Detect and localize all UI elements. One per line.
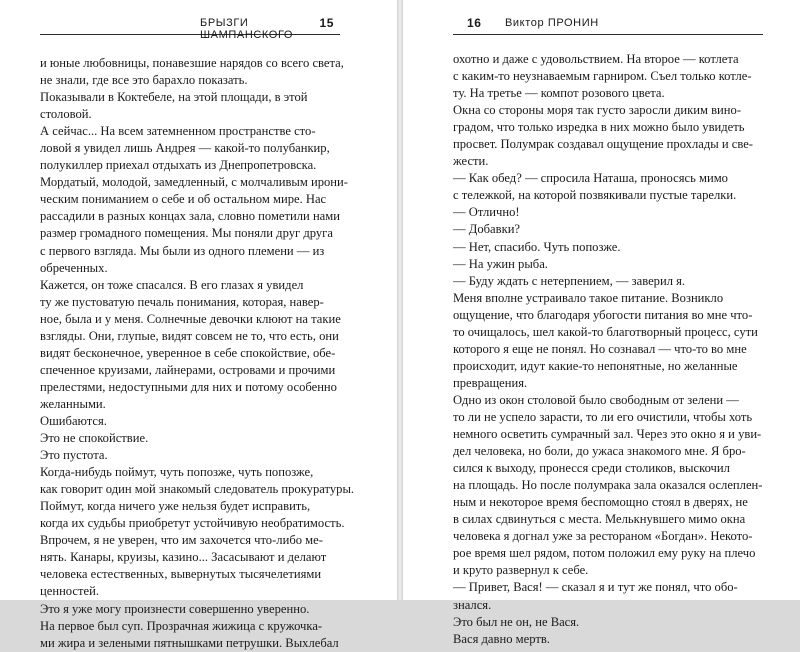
- text-line: ческим пониманием о себе и об остальном мире. Нас: [40, 192, 327, 207]
- text-line: не знали, где все это барахло показать.: [40, 73, 248, 88]
- text-line: ощущение, что благодаря убогости питания во мне что-: [453, 307, 753, 322]
- text-line: ми жира и зелеными пятнышками петрушки. Выхлебал: [40, 635, 339, 650]
- text-line: Ошибаются.: [40, 413, 107, 428]
- text-line: — Отлично!: [453, 205, 520, 220]
- right-page-header: [453, 14, 763, 35]
- text-line: размер громадного помещения. Мы поняли друг друга: [40, 226, 333, 241]
- text-line: Впрочем, я не уверен, что им захочется что-либо ме-: [40, 533, 323, 548]
- text-line: — Нет, спасибо. Чуть попозже.: [453, 239, 621, 254]
- left-page-header: [40, 14, 340, 41]
- text-line: нять. Канары, круизы, казино... Засасывают и делают: [40, 550, 327, 565]
- text-line: превращения.: [453, 375, 528, 390]
- text-line: спеченное круизами, лайнерами, островами и прочими: [40, 362, 336, 377]
- text-line: просвет. Полумрак создавал ощущение прохлады и све-: [453, 137, 753, 152]
- text-line: прелестями, недоступными для них и потому особенно: [40, 379, 337, 394]
- text-line: Вася давно мертв.: [453, 631, 550, 646]
- right-page-text: [453, 51, 763, 648]
- text-line: Это пустота.: [40, 448, 108, 463]
- text-line: — Буду ждать с нетерпением, — заверил я.: [453, 273, 686, 288]
- text-line: происходит, идут какие-то непонятные, но желанные: [453, 358, 738, 373]
- text-line: немного осветить сумрачный зал. Через это окно я и уви-: [453, 427, 762, 442]
- text-line: Одно из окон столовой было свободным от зелени —: [453, 392, 739, 407]
- text-line: Когда-нибудь поймут, чуть попозже, чуть попозже,: [40, 465, 314, 480]
- text-line: и юные любовницы, понавезшие нарядов со всего света,: [40, 56, 344, 70]
- text-line: Мордатый, молодой, замедленный, с молчаливым ирони-: [40, 175, 348, 190]
- left-page-text: [40, 55, 355, 652]
- text-line: рое время шел рядом, потом положил ему руку на плечо: [453, 546, 756, 561]
- text-line: охотно и даже с удовольствием. На второе — котлета: [453, 52, 739, 66]
- text-line: ценностей.: [40, 584, 99, 599]
- text-line: взгляды. Они, глупые, видят совсем не то, что есть, они: [40, 328, 339, 343]
- page-number-right: 16: [467, 16, 482, 30]
- text-line: На первое был суп. Прозрачная жижица с кружочка-: [40, 618, 323, 633]
- right-page: [403, 0, 800, 646]
- text-line: то ли не успело зарасти, то ли его очистили, чтобы хоть: [453, 409, 753, 424]
- text-line: ловой я увидел лишь Андрея — какой-то полубанкир,: [40, 141, 330, 156]
- text-line: знался.: [453, 597, 492, 612]
- text-line: ным и некоторое время беспомощно стоял в дверях, не: [453, 495, 748, 510]
- text-line: ту. На третье — компот розового цвета.: [453, 86, 665, 101]
- text-line: — На ужин рыба.: [453, 256, 548, 271]
- text-line: — Привет, Вася! — сказал я и тут же понял, что обо-: [453, 580, 738, 595]
- text-line: желанными.: [40, 396, 106, 411]
- text-line: — Как обед? — спросила Наташа, проносясь мимо: [453, 171, 728, 186]
- left-page: [0, 0, 397, 650]
- text-line: то очищалось, шел какой-то благотворный процесс, сути: [453, 324, 758, 339]
- text-line: жести.: [453, 154, 489, 169]
- text-line: Показывали в Коктебеле, на этой площади, в этой: [40, 90, 308, 105]
- text-line: Окна со стороны моря так густо заросли диким вино-: [453, 103, 742, 118]
- text-line: человека я догнал уже за рестораном «Богдан». Некото-: [453, 529, 753, 544]
- text-line: Это не спокойствие.: [40, 431, 149, 446]
- text-line: как говорит один мой знакомый следователь прокуратуры.: [40, 482, 355, 497]
- text-line: и круто развернул к себе.: [453, 563, 589, 578]
- text-line: градом, что только изредка в них можно было увидеть: [453, 120, 745, 135]
- text-line: с первого взгляда. Мы были из одного племени — из: [40, 243, 325, 258]
- text-line: Меня вполне устраивало такое питание. Возникло: [453, 290, 724, 305]
- text-line: ное, была и у меня. Солнечные девочки клюют на такие: [40, 311, 341, 326]
- text-line: Это был не он, не Вася.: [453, 614, 580, 629]
- text-line: которого я еще не понял. Но сознавал — что-то во мне: [453, 341, 747, 356]
- text-line: Кажется, он тоже спасался. В его глазах я увидел: [40, 277, 304, 292]
- text-line: ту же пустоватую печаль понимания, которая, навер-: [40, 294, 324, 309]
- text-line: на площадь. Но после полумрака зала оказался ослеплен-: [453, 478, 763, 493]
- text-line: — Добавки?: [453, 222, 521, 237]
- text-line: обреченных.: [40, 260, 108, 275]
- text-line: Поймут, когда ничего уже нельзя будет исправить,: [40, 499, 311, 514]
- text-line: с тележкой, на которой позвякивали пустые тарелки.: [453, 188, 737, 203]
- text-line: столовой.: [40, 107, 92, 122]
- text-line: рассадили в разных концах зала, словно пометили нами: [40, 209, 340, 224]
- text-line: с каким-то неузнаваемым гарниром. Съел только котле-: [453, 69, 752, 84]
- text-line: полукиллер приехал отдыхать из Днепропетровска.: [40, 158, 317, 173]
- text-line: когда их судьбы приобретут устойчивую необратимость.: [40, 516, 345, 531]
- text-line: человека естественных, вывернутых тысячелетиями: [40, 567, 322, 582]
- text-line: Это я уже могу произнести совершенно уверенно.: [40, 601, 310, 616]
- text-line: дел человека, но боли, до ужаса знакомого мне. Я бро-: [453, 444, 746, 459]
- text-line: сился к выходу, пронесся среди столиков, выскочил: [453, 461, 730, 476]
- text-line: видят бесконечное, уверенное в себе спокойствие, обе-: [40, 345, 336, 360]
- running-head-author: Виктор ПРОНИН: [505, 17, 599, 29]
- page-number-left: 15: [319, 16, 334, 30]
- running-head-title: БРЫЗГИ ШАМПАНСКОГО: [200, 17, 294, 41]
- text-line: в силах сдвинуться с места. Мелькнувшего мимо окна: [453, 512, 746, 527]
- text-line: А сейчас... На всем затемненном пространстве сто-: [40, 124, 316, 139]
